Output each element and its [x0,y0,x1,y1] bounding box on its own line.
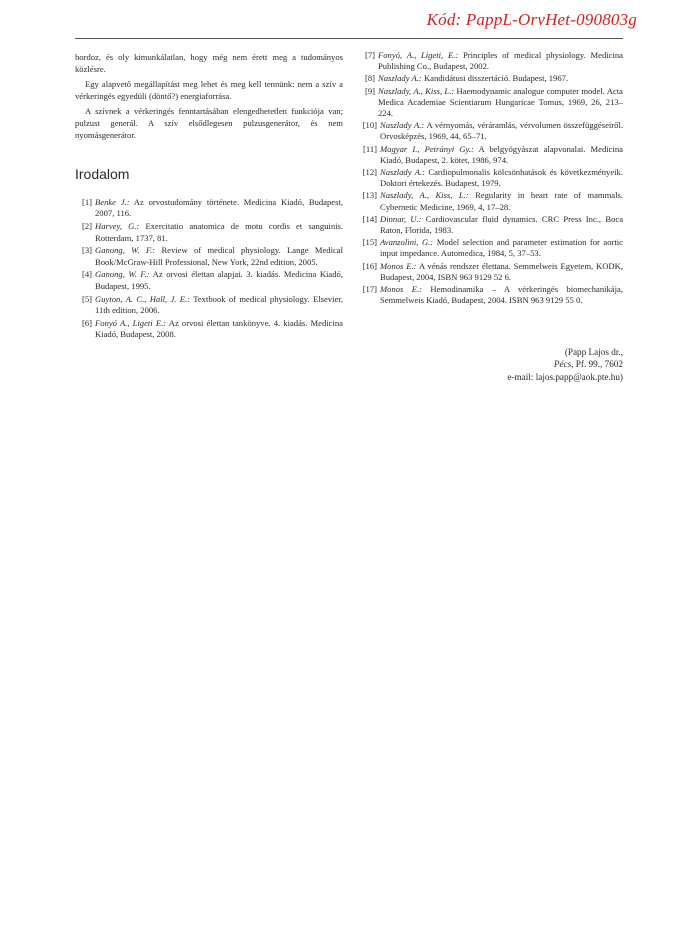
document-code-label: Kód: PappL-OrvHet-090803g [426,10,637,29]
reference-item [358,144,623,166]
reference-number: [2] [81,220,92,231]
reference-author: Ganong, W. F.: [95,269,150,280]
reference-number: [12] [362,167,377,178]
reference-author: Magyar I., Petrányi Gy.: [380,143,474,154]
reference-text: Az orvosi élettan alapjai. 3. kiadás. Medicina Kiadó, Budapest, 1995. [95,269,343,291]
reference-author: Harvey, G.: [95,220,140,231]
contact-name: (Papp Lajos dr., [564,347,623,357]
reference-body [95,294,343,317]
reference-item [75,294,343,317]
reference-list-left [75,197,343,341]
contact-postbox: Pf. 99., 7602 [573,359,623,370]
reference-item [75,221,343,244]
author-contact [507,346,623,383]
reference-body [380,284,623,306]
reference-item [75,245,343,268]
header-rule [75,38,623,39]
reference-number: [5] [81,293,92,304]
reference-body [378,73,623,84]
reference-number: [16] [362,260,377,271]
reference-text: Exercitatio anatomica de motu cordis et sanguinis. Rotterdam, 1737, 81. [95,220,343,243]
reference-item [358,120,623,142]
reference-number: [11] [363,143,377,154]
reference-number: [3] [81,245,92,256]
reference-text: Haemodynamic analogue computer model. Acta Medica Academiae Scientiarum Hungaricae Tomus, 1969, 26, 213–224. [378,85,623,119]
reference-item [358,237,623,259]
reference-number: [6] [81,317,92,328]
body-paragraph: Egy alapvető megállapítást meg lehet és meg kell tennünk: nem a szív a vérkeringés egyedüli (döntő?) energiaforrása. [75,79,343,101]
reference-text: Cardiovascular fluid dynamics. CRC Press Inc., Boca Raton, Florida, 1983. [380,213,624,236]
reference-item [358,50,623,72]
reference-number: [8] [364,73,375,84]
reference-body [380,261,623,283]
reference-author: Monos E.: [380,260,417,271]
reference-number: [4] [81,269,92,280]
reference-item [358,261,623,283]
reference-body [95,221,343,244]
reference-number: [9] [364,85,375,96]
reference-number: [13] [362,190,377,201]
reference-text: Model selection and parameter estimation for aortic input impedance. Automedica, 1984, 5, 37–53. [380,237,623,259]
reference-body [380,167,623,189]
reference-item [75,269,343,292]
reference-author: Avanzolini, G.: [380,237,434,248]
reference-item [358,73,623,84]
reference-author: Naszlady A.: [378,73,422,84]
reference-number: [17] [362,284,377,295]
reference-author: Benke J.: [95,196,130,207]
reference-item [358,190,623,212]
reference-item [75,318,343,341]
reference-body [95,318,343,341]
reference-author: Naszlady, A., Kiss, L.: [380,190,469,201]
reference-text: A belgyógyászat alapvonalai. Medicina Kiadó, Budapest, 2. kötet, 1986, 974. [380,143,623,165]
reference-body [95,269,343,292]
reference-author: Naszlady, A., Kiss, L.: [378,85,455,96]
reference-body [380,144,623,166]
reference-number: [10] [362,120,377,131]
reference-body [95,245,343,268]
reference-body [95,197,343,220]
reference-text: Review of medical physiology. Lange Medical Book/McGraw-Hill Professional, New York, 22nd edition, 2005. [95,245,343,267]
reference-body [378,86,623,120]
reference-author: Fonyó, A., Ligeti, E.: [378,50,459,60]
reference-body [380,190,623,212]
reference-body [380,237,623,259]
reference-body [380,214,623,236]
reference-number: [15] [362,237,377,248]
reference-author: Ganong, W. F.: [95,245,156,256]
reference-body [378,50,623,72]
reference-item [358,284,623,306]
reference-list-right [358,50,623,306]
reference-number: [14] [362,213,377,224]
reference-item [358,214,623,236]
reference-text: Hemodinamika – A vérkeringés biomechanikája, Semmelweis Kiadó, Budapest, 2004. ISBN 963 9129 55 0. [380,284,623,306]
reference-author: Guyton, A. C., Hall, J. E.: [95,293,191,304]
references-heading: Irodalom [75,166,130,183]
reference-text: Kandidátusi disszertáció. Budapest, 1967. [423,73,569,84]
reference-item [358,86,623,120]
reference-author: Naszlady A.: [380,120,425,131]
reference-item [75,197,343,220]
reference-author: Fonyó A., Ligeti E.: [95,317,167,328]
reference-text: Az orvosi élettan tankönyve. 4. kiadás. Medicina Kiadó, Budapest, 2008. [95,317,343,340]
contact-email[interactable]: e-mail: lajos.papp@aok.pte.hu) [507,371,623,382]
contact-address [507,358,623,370]
reference-item [358,167,623,189]
body-paragraph: hordoz, és oly kimunkálatlan, hogy még nem érett meg a tudományos közlésre. [75,52,343,74]
reference-number: [1] [81,196,92,207]
reference-body [380,120,623,142]
reference-author: Dinnar, U.: [380,213,422,224]
right-column [358,50,623,307]
reference-author: Naszlady A.: [380,167,425,178]
body-text [75,52,343,141]
reference-text: Regularity in heart rate of mammals. Cybernetic Medicine, 1969, 4, 17–28. [380,190,623,212]
reference-text: Cardiopulmonalis kölcsönhatások és következményeik. Doktori értekezés. Budapest, 1979. [380,167,623,189]
contact-city: Pécs, [553,359,574,370]
reference-number: [7] [364,50,375,60]
reference-text: Az orvostudomány története. Medicina Kiadó, Budapest, 2007, 116. [95,196,343,219]
reference-text: Textbook of medical physiology. Elsevier, 11th edition, 2006. [95,293,343,316]
reference-text: A vénás rendszer élettana. Semmelweis Egyetem, KODK, Budapest, 2004, ISBN 963 9129 52 6. [380,260,623,282]
left-column [75,52,343,342]
reference-text: Principles of medical physiology. Medicina Publishing Co., Budapest, 2002. [378,50,623,72]
reference-text: A vérnyomás, véráramlás, vérvolumen összefüggéseiről. Orvosképzés, 1969, 44, 65–71. [380,120,623,142]
body-paragraph: A szívnek a vérkeringés fenntartásában elengedhetetlen funkciója van; pulzust generál. A szív elsődlegesen pulzusgenerátor, és nem nyomásgenerátor. [75,106,343,140]
reference-author: Monos E.: [380,284,423,295]
